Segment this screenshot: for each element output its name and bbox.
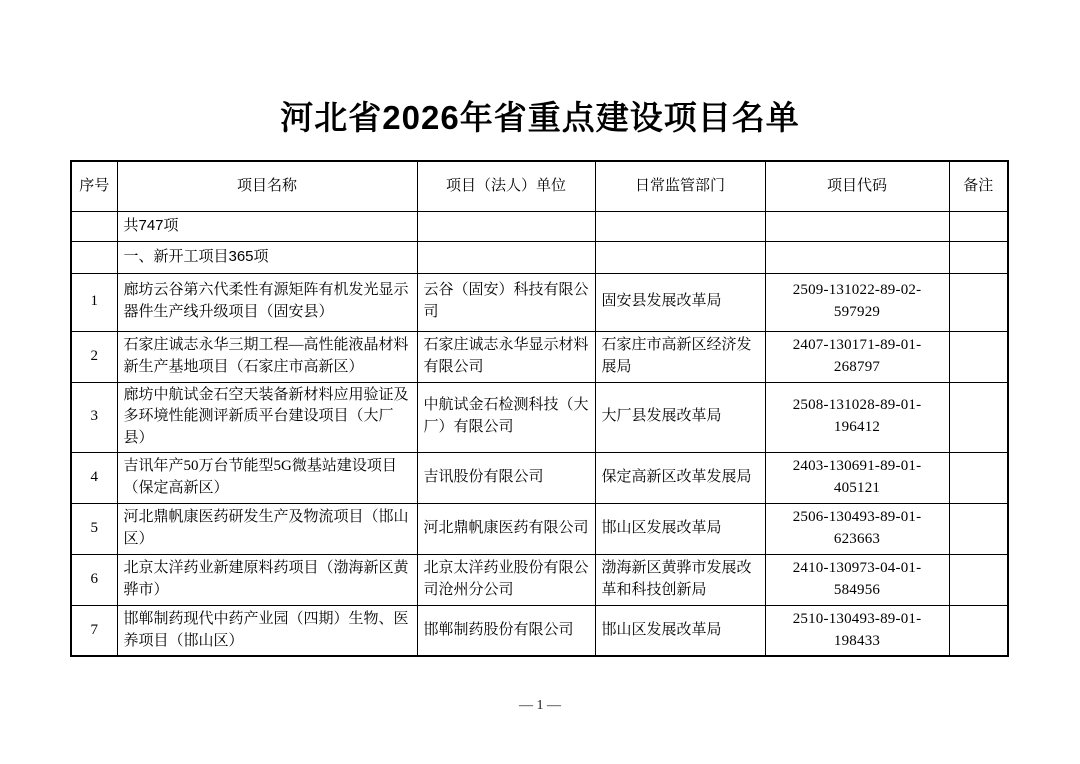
cell-project-code: 2509-131022-89-02-597929 xyxy=(765,273,949,331)
cell-remarks xyxy=(949,331,1008,382)
table-row xyxy=(71,503,1008,554)
cell-serial-empty xyxy=(71,241,117,273)
table-row xyxy=(71,605,1008,656)
cell-serial-empty xyxy=(71,211,117,241)
cell-legal-unit: 云谷（固安）科技有限公司 xyxy=(417,273,595,331)
cell-serial-number: 6 xyxy=(71,554,117,605)
table-row xyxy=(71,273,1008,331)
table-row xyxy=(71,382,1008,452)
cell-supervision-dept: 固安县发展改革局 xyxy=(595,273,765,331)
cell-remarks xyxy=(949,605,1008,656)
cell-supervision-dept: 石家庄市高新区经济发展局 xyxy=(595,331,765,382)
header-project-code: 项目代码 xyxy=(765,161,949,211)
page-number: — 1 — xyxy=(519,698,561,713)
page-title: 河北省2026年省重点建设项目名单 xyxy=(280,99,800,136)
cell-project-name: 吉讯年产50万台节能型5G微基站建设项目（保定高新区） xyxy=(117,452,417,503)
section-row xyxy=(71,241,1008,273)
cell-serial-number: 7 xyxy=(71,605,117,656)
cell-empty xyxy=(595,211,765,241)
cell-project-code: 2407-130171-89-01-268797 xyxy=(765,331,949,382)
cell-project-name: 河北鼎帆康医药研发生产及物流项目（邯山区） xyxy=(117,503,417,554)
table-row xyxy=(71,331,1008,382)
cell-empty xyxy=(417,211,595,241)
cell-remarks xyxy=(949,554,1008,605)
cell-project-name: 廊坊中航试金石空天装备新材料应用验证及多环境性能测评新质平台建设项目（大厂县） xyxy=(117,382,417,452)
summary-row xyxy=(71,211,1008,241)
cell-remarks xyxy=(949,382,1008,452)
summary-total-label: 共747项 xyxy=(117,211,417,241)
cell-empty xyxy=(417,241,595,273)
cell-serial-number: 1 xyxy=(71,273,117,331)
cell-project-code: 2508-131028-89-01-196412 xyxy=(765,382,949,452)
cell-project-name: 廊坊云谷第六代柔性有源矩阵有机发光显示器件生产线升级项目（固安县） xyxy=(117,273,417,331)
projects-table xyxy=(70,160,1009,657)
cell-legal-unit: 邯郸制药股份有限公司 xyxy=(417,605,595,656)
cell-supervision-dept: 大厂县发展改革局 xyxy=(595,382,765,452)
section-title-label: 一、新开工项目365项 xyxy=(117,241,417,273)
cell-supervision-dept: 邯山区发展改革局 xyxy=(595,605,765,656)
cell-legal-unit: 北京太洋药业股份有限公司沧州分公司 xyxy=(417,554,595,605)
cell-project-code: 2403-130691-89-01-405121 xyxy=(765,452,949,503)
header-project-name: 项目名称 xyxy=(117,161,417,211)
cell-legal-unit: 石家庄诚志永华显示材料有限公司 xyxy=(417,331,595,382)
cell-empty xyxy=(949,211,1008,241)
cell-remarks xyxy=(949,503,1008,554)
table-row xyxy=(71,554,1008,605)
cell-empty xyxy=(765,211,949,241)
cell-serial-number: 3 xyxy=(71,382,117,452)
cell-project-name: 邯郸制药现代中药产业园（四期）生物、医养项目（邯山区） xyxy=(117,605,417,656)
cell-project-code: 2410-130973-04-01-584956 xyxy=(765,554,949,605)
cell-legal-unit: 中航试金石检测科技（大厂）有限公司 xyxy=(417,382,595,452)
cell-empty xyxy=(949,241,1008,273)
cell-serial-number: 4 xyxy=(71,452,117,503)
header-serial-number: 序号 xyxy=(71,161,117,211)
cell-empty xyxy=(765,241,949,273)
cell-remarks xyxy=(949,452,1008,503)
table-header-row xyxy=(71,161,1008,211)
header-remarks: 备注 xyxy=(949,161,1008,211)
header-supervision-dept: 日常监管部门 xyxy=(595,161,765,211)
cell-remarks xyxy=(949,273,1008,331)
cell-project-name: 北京太洋药业新建原料药项目（渤海新区黄骅市） xyxy=(117,554,417,605)
cell-legal-unit: 吉讯股份有限公司 xyxy=(417,452,595,503)
header-legal-unit: 项目（法人）单位 xyxy=(417,161,595,211)
table-row xyxy=(71,452,1008,503)
cell-serial-number: 5 xyxy=(71,503,117,554)
cell-project-code: 2510-130493-89-01-198433 xyxy=(765,605,949,656)
cell-legal-unit: 河北鼎帆康医药有限公司 xyxy=(417,503,595,554)
cell-project-name: 石家庄诚志永华三期工程—高性能液晶材料新生产基地项目（石家庄市高新区） xyxy=(117,331,417,382)
cell-project-code: 2506-130493-89-01-623663 xyxy=(765,503,949,554)
cell-empty xyxy=(595,241,765,273)
cell-supervision-dept: 渤海新区黄骅市发展改革和科技创新局 xyxy=(595,554,765,605)
cell-serial-number: 2 xyxy=(71,331,117,382)
cell-supervision-dept: 保定高新区改革发展局 xyxy=(595,452,765,503)
cell-supervision-dept: 邯山区发展改革局 xyxy=(595,503,765,554)
